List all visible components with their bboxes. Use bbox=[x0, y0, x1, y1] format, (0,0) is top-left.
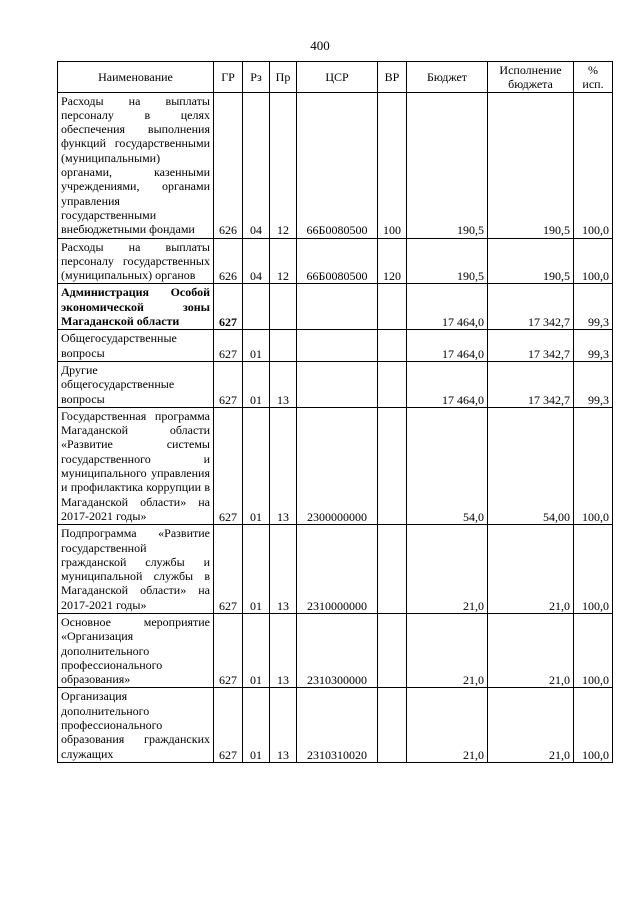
row-name: Государственная программа Магаданской области «Развитие системы государственного и муниципального управления и профилактика коррупции в Магаданской области» на 2017-2021 годы» bbox=[58, 407, 214, 524]
row-pr: 13 bbox=[270, 613, 297, 687]
row-budget: 17 464,0 bbox=[407, 284, 488, 330]
row-csr: 2300000000 bbox=[297, 407, 378, 524]
row-execution: 190,5 bbox=[488, 92, 574, 238]
row-name: Основное мероприятие «Организация дополнительного профессионального образования» bbox=[58, 613, 214, 687]
col-header-csr: ЦСР bbox=[297, 62, 378, 93]
row-name: Расходы на выплаты персоналу в целях обеспечения выполнения функций государственными (муниципальными) органами, казенными учреждениями, органами управления государственными внебюджетными фондами bbox=[58, 92, 214, 238]
row-budget: 54,0 bbox=[407, 407, 488, 524]
row-percent: 100,0 bbox=[574, 407, 613, 524]
row-pr: 12 bbox=[270, 238, 297, 284]
row-vr bbox=[378, 525, 407, 614]
row-csr: 66Б0080500 bbox=[297, 92, 378, 238]
row-csr: 2310000000 bbox=[297, 525, 378, 614]
row-vr bbox=[378, 361, 407, 407]
row-vr bbox=[378, 330, 407, 362]
row-budget: 17 464,0 bbox=[407, 361, 488, 407]
row-csr bbox=[297, 361, 378, 407]
row-budget: 21,0 bbox=[407, 525, 488, 614]
row-percent: 100,0 bbox=[574, 613, 613, 687]
row-pr: 13 bbox=[270, 525, 297, 614]
row-percent: 100,0 bbox=[574, 92, 613, 238]
row-budget: 21,0 bbox=[407, 688, 488, 762]
table-row bbox=[58, 407, 613, 524]
row-gr: 627 bbox=[214, 330, 243, 362]
row-gr: 626 bbox=[214, 92, 243, 238]
row-gr: 627 bbox=[214, 407, 243, 524]
row-vr bbox=[378, 613, 407, 687]
row-budget: 190,5 bbox=[407, 92, 488, 238]
budget-table bbox=[57, 61, 613, 763]
row-name: Другие общегосударственные вопросы bbox=[58, 361, 214, 407]
row-percent: 99,3 bbox=[574, 284, 613, 330]
row-rz: 01 bbox=[243, 688, 270, 762]
row-pr: 13 bbox=[270, 361, 297, 407]
row-pr: 12 bbox=[270, 92, 297, 238]
table-row bbox=[58, 613, 613, 687]
row-rz: 01 bbox=[243, 525, 270, 614]
row-rz: 04 bbox=[243, 92, 270, 238]
row-execution: 21,0 bbox=[488, 525, 574, 614]
row-gr: 627 bbox=[214, 688, 243, 762]
row-vr bbox=[378, 284, 407, 330]
col-header-rz: Рз bbox=[243, 62, 270, 93]
row-pr bbox=[270, 284, 297, 330]
row-execution: 190,5 bbox=[488, 238, 574, 284]
row-rz bbox=[243, 284, 270, 330]
col-header-percent: % исп. bbox=[574, 62, 613, 93]
row-gr: 626 bbox=[214, 238, 243, 284]
row-budget: 17 464,0 bbox=[407, 330, 488, 362]
row-pr: 13 bbox=[270, 407, 297, 524]
row-execution: 17 342,7 bbox=[488, 284, 574, 330]
row-vr bbox=[378, 407, 407, 524]
row-vr: 120 bbox=[378, 238, 407, 284]
row-rz: 01 bbox=[243, 407, 270, 524]
row-rz: 01 bbox=[243, 613, 270, 687]
page-number: 400 bbox=[310, 38, 330, 53]
row-csr bbox=[297, 330, 378, 362]
row-csr: 66Б0080500 bbox=[297, 238, 378, 284]
row-execution: 21,0 bbox=[488, 613, 574, 687]
row-percent: 99,3 bbox=[574, 361, 613, 407]
row-csr: 2310300000 bbox=[297, 613, 378, 687]
row-name: Администрация Особой экономической зоны Магаданской области bbox=[58, 284, 214, 330]
row-gr: 627 bbox=[214, 284, 243, 330]
row-csr: 2310310020 bbox=[297, 688, 378, 762]
row-gr: 627 bbox=[214, 361, 243, 407]
row-execution: 17 342,7 bbox=[488, 330, 574, 362]
table-row bbox=[58, 330, 613, 362]
row-rz: 01 bbox=[243, 330, 270, 362]
row-vr bbox=[378, 688, 407, 762]
row-gr: 627 bbox=[214, 613, 243, 687]
row-budget: 21,0 bbox=[407, 613, 488, 687]
table-row bbox=[58, 238, 613, 284]
table-row bbox=[58, 284, 613, 330]
row-budget: 190,5 bbox=[407, 238, 488, 284]
col-header-vr: ВР bbox=[378, 62, 407, 93]
table-row bbox=[58, 361, 613, 407]
row-pr bbox=[270, 330, 297, 362]
row-gr: 627 bbox=[214, 525, 243, 614]
col-header-gr: ГР bbox=[214, 62, 243, 93]
table-row bbox=[58, 688, 613, 762]
table-row bbox=[58, 525, 613, 614]
row-rz: 04 bbox=[243, 238, 270, 284]
row-name: Организация дополнительного профессионального образования гражданских служащих bbox=[58, 688, 214, 762]
row-name: Подпрограмма «Развитие государственной гражданской службы и муниципальной службы в Магаданской области» на 2017-2021 годы» bbox=[58, 525, 214, 614]
row-percent: 99,3 bbox=[574, 330, 613, 362]
row-pr: 13 bbox=[270, 688, 297, 762]
col-header-budget: Бюджет bbox=[407, 62, 488, 93]
row-percent: 100,0 bbox=[574, 688, 613, 762]
table-row bbox=[58, 92, 613, 238]
row-execution: 21,0 bbox=[488, 688, 574, 762]
table-header-row bbox=[58, 62, 613, 93]
col-header-pr: Пр bbox=[270, 62, 297, 93]
row-csr bbox=[297, 284, 378, 330]
row-percent: 100,0 bbox=[574, 525, 613, 614]
row-name: Общегосударственные вопросы bbox=[58, 330, 214, 362]
row-vr: 100 bbox=[378, 92, 407, 238]
row-name: Расходы на выплаты персоналу государственных (муниципальных) органов bbox=[58, 238, 214, 284]
col-header-execution: Исполнение бюджета bbox=[488, 62, 574, 93]
col-header-name: Наименование bbox=[58, 62, 214, 93]
row-rz: 01 bbox=[243, 361, 270, 407]
row-execution: 54,00 bbox=[488, 407, 574, 524]
row-execution: 17 342,7 bbox=[488, 361, 574, 407]
row-percent: 100,0 bbox=[574, 238, 613, 284]
